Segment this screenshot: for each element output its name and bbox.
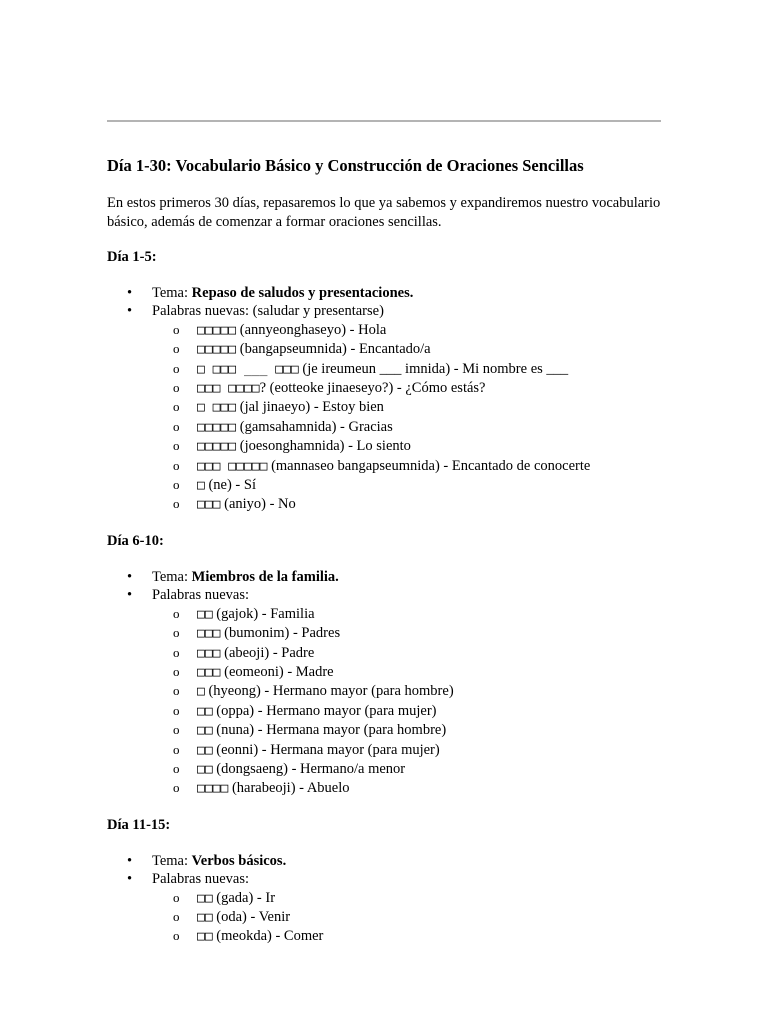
- word-text: (nuna) - Hermana mayor (para hombre): [212, 722, 447, 739]
- hangul-glyphs: □: [197, 684, 205, 700]
- list-item: [152, 437, 667, 456]
- palabras-item: [107, 302, 667, 514]
- hangul-glyphs: □□: [197, 703, 213, 719]
- list-item: [152, 418, 667, 437]
- list-item: [152, 682, 667, 701]
- hangul-glyphs: □ □□□ ___ □□□: [197, 361, 299, 377]
- hangul-glyphs: □□□□: [197, 781, 229, 797]
- word-text: (harabeoji) - Abuelo: [228, 780, 350, 797]
- hangul-glyphs: □ □□□: [197, 400, 237, 416]
- word-text: (dongsaeng) - Hermano/a menor: [212, 760, 406, 777]
- list-item: [152, 663, 667, 682]
- word-text: (eonni) - Hermana mayor (para mujer): [212, 741, 440, 758]
- list-item: [152, 495, 667, 514]
- word-text: (gada) - Ir: [212, 889, 276, 906]
- list-item: [152, 889, 667, 908]
- word-list: [152, 605, 667, 799]
- list-item: [152, 644, 667, 663]
- word-text: (aniyo) - No: [220, 496, 296, 513]
- hangul-glyphs: □□□□□: [197, 439, 237, 455]
- word-text: (gajok) - Familia: [212, 605, 315, 622]
- list-item: [152, 379, 667, 398]
- hangul-glyphs: □□□ □□□□□: [197, 458, 268, 474]
- document-title: Día 1-30: Vocabulario Básico y Construcción de Oraciones Sencillas: [107, 156, 584, 175]
- word-text: ? (eotteoke jinaeseyo?) - ¿Cómo estás?: [259, 380, 486, 397]
- list-item: [152, 321, 667, 340]
- list-item: [152, 779, 667, 798]
- hangul-glyphs: □□□: [197, 497, 221, 513]
- tema-label: Tema:: [152, 285, 192, 301]
- hangul-glyphs: □□: [197, 723, 213, 739]
- palabras-label: Palabras nuevas:: [152, 871, 250, 888]
- hangul-glyphs: □□□: [197, 626, 221, 642]
- palabras-label: Palabras nuevas:: [152, 303, 250, 320]
- word-text: (bumonim) - Padres: [220, 625, 341, 642]
- list-item: [152, 927, 667, 946]
- word-list: [152, 321, 667, 515]
- hangul-glyphs: □□: [197, 890, 213, 906]
- palabras-label: Palabras nuevas:: [152, 587, 250, 604]
- section-heading: Día 11-15:: [107, 816, 171, 833]
- word-text: (hyeong) - Hermano mayor (para hombre): [204, 683, 454, 700]
- horizontal-rule: [107, 120, 661, 122]
- word-text: (joesonghamnida) - Lo siento: [236, 438, 411, 455]
- tema-item: [107, 568, 667, 586]
- hangul-glyphs: □□□: [197, 645, 221, 661]
- word-text: (ne) - Sí: [204, 477, 256, 494]
- document-body: [107, 154, 667, 964]
- word-text: (mannaseo bangapseumnida) - Encantado de conocerte: [267, 457, 591, 474]
- palabras-item: [107, 586, 667, 798]
- hangul-glyphs: □□□□□: [197, 322, 237, 338]
- hangul-glyphs: □□: [197, 909, 213, 925]
- list-item: [152, 741, 667, 760]
- hangul-glyphs: □□□: [197, 664, 221, 680]
- word-text: (gamsahamnida) - Gracias: [236, 418, 393, 435]
- palabras-item: [107, 870, 667, 947]
- list-item: [152, 360, 667, 379]
- word-text: (eomeoni) - Madre: [220, 663, 334, 680]
- tema-value: Miembros de la familia.: [191, 568, 339, 585]
- hangul-glyphs: □□: [197, 606, 213, 622]
- hangul-glyphs: □□: [197, 929, 213, 945]
- word-text: (abeoji) - Padre: [220, 644, 315, 661]
- tema-value: Repaso de saludos y presentaciones.: [191, 285, 414, 301]
- list-item: [152, 476, 667, 495]
- hangul-glyphs: □□□□□: [197, 419, 237, 435]
- list-item: [152, 721, 667, 740]
- hangul-glyphs: □□□□□: [197, 342, 237, 358]
- word-text: (oda) - Venir: [212, 908, 291, 925]
- hangul-glyphs: □□□ □□□□: [197, 381, 260, 397]
- list-item: [152, 398, 667, 417]
- hangul-glyphs: □: [197, 478, 205, 494]
- list-item: [152, 340, 667, 359]
- section-heading: Día 1-5:: [107, 249, 157, 265]
- list-item: [152, 624, 667, 643]
- section-list: [107, 852, 667, 947]
- word-text: (oppa) - Hermano mayor (para mujer): [212, 702, 437, 719]
- word-text: (je ireumeun ___ imnida) - Mi nombre es ___: [298, 360, 569, 377]
- word-text: (annyeonghaseyo) - Hola: [236, 321, 387, 338]
- section-list: [107, 284, 667, 515]
- section-heading: Día 6-10:: [107, 532, 164, 549]
- list-item: [152, 457, 667, 476]
- list-item: [152, 908, 667, 927]
- hangul-glyphs: □□: [197, 761, 213, 777]
- list-item: [152, 605, 667, 624]
- tema-label: Tema:: [152, 852, 192, 869]
- intro-paragraph: En estos primeros 30 días, repasaremos lo que ya sabemos y expandiremos nuestro vocabulario básico, además de comenzar a formar oraciones sencillas.: [107, 195, 661, 230]
- list-item: [152, 702, 667, 721]
- list-item: [152, 760, 667, 779]
- word-text: (meokda) - Comer: [212, 928, 324, 945]
- tema-value: Verbos básicos.: [191, 852, 287, 869]
- tema-label: Tema:: [152, 568, 192, 585]
- word-list: [152, 889, 667, 947]
- tema-item: [107, 284, 667, 302]
- hangul-glyphs: □□: [197, 742, 213, 758]
- palabras-note: (saludar y presentarse): [249, 303, 384, 320]
- section-list: [107, 568, 667, 799]
- word-text: (jal jinaeyo) - Estoy bien: [236, 399, 384, 416]
- word-text: (bangapseumnida) - Encantado/a: [236, 341, 431, 358]
- tema-item: [107, 852, 667, 870]
